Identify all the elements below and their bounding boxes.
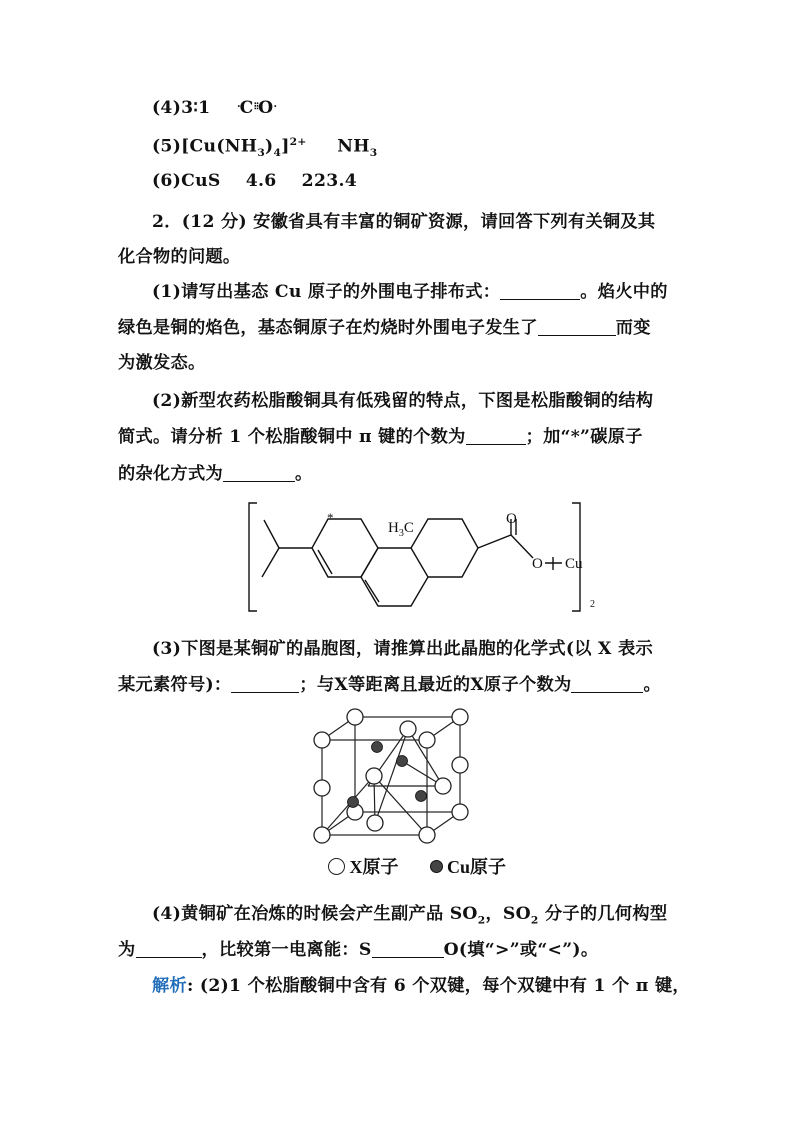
q2-line2: 简式。请分析 1 个松脂酸铜中 π 键的个数为 ；加“*”碳原子 <box>118 427 643 447</box>
q3-line2: 某元素符号)： ；与X等距离且最近的X原子个数为 。 <box>118 675 661 695</box>
bracket-subscript: 2 <box>590 599 595 610</box>
copper-label: Cu <box>565 556 583 572</box>
analysis-label: 解析 <box>152 976 187 996</box>
x-atom <box>366 768 382 784</box>
cu-atom-legend-icon <box>430 860 443 873</box>
q1-line1: (1)请写出基态 Cu 原子的外围电子排布式： 。焰火中的 <box>152 282 668 302</box>
answer-4: (4)3∶1 ·C⁝⁝O· <box>152 98 277 118</box>
x-atom <box>419 732 435 748</box>
x-atom-legend-icon <box>328 858 345 875</box>
q2-line1: (2)新型农药松脂酸铜具有低残留的特点，下图是松脂酸铜的结构 <box>152 391 654 411</box>
answer-blank[interactable] <box>372 940 444 958</box>
x-atom-legend-label: X原子 <box>349 857 399 877</box>
x-atom <box>419 827 435 843</box>
answer-6: (6)CuS 4.6 223.4 <box>152 171 358 191</box>
copper-abietate-structure <box>240 495 610 620</box>
unit-cell-diagram <box>300 705 490 850</box>
q1-line3: 为激发态。 <box>118 353 206 373</box>
cu-atom <box>348 797 359 808</box>
analysis-line: 解析: (2)1 个松脂酸铜中含有 6 个双键，每个双键中有 1 个 π 键， <box>152 976 690 996</box>
q3-line1: (3)下图是某铜矿的晶胞图，请推算出此晶胞的化学式(以 X 表示 <box>152 639 653 659</box>
cu-atom <box>397 756 408 767</box>
answer-blank[interactable] <box>223 464 295 482</box>
answer-5: $(5)[Cu(NH_3)_4]^{2+}$ $NH_3$ <box>152 135 378 160</box>
answer-blank[interactable] <box>136 940 202 958</box>
x-atom <box>314 827 330 843</box>
carbonyl-oxygen: O <box>506 511 517 527</box>
methyl-label: $H_3C$ <box>388 520 414 539</box>
q4-line1: (4)黄铜矿在冶炼的时候会产生副产品 $SO_2$，$SO_2$ 分子的几何构型 <box>152 904 668 927</box>
question-intro-cont: 化合物的问题。 <box>118 247 241 267</box>
cu-atom <box>372 742 383 753</box>
answer-blank[interactable] <box>538 318 616 336</box>
x-atom <box>435 778 451 794</box>
question-intro: 2．(12 分) 安徽省具有丰富的铜矿资源，请回答下列有关铜及其 <box>152 212 656 232</box>
cu-atom <box>416 791 427 802</box>
crystal-legend <box>328 853 506 879</box>
q2-line3: 的杂化方式为 。 <box>118 464 313 484</box>
q4-line2: 为 ，比较第一电离能：S O(填“>”或“<”)。 <box>118 940 599 960</box>
x-atom <box>347 709 363 725</box>
answer-blank[interactable] <box>466 427 526 445</box>
asterisk-mark: * <box>327 510 334 525</box>
x-atom <box>452 804 468 820</box>
x-atom <box>452 709 468 725</box>
cu-atom-legend-label: Cu原子 <box>447 857 507 877</box>
answer-blank[interactable] <box>571 675 643 693</box>
answer-blank[interactable] <box>500 282 580 300</box>
x-atom <box>367 815 383 831</box>
ester-oxygen: O <box>532 556 543 572</box>
answer-blank[interactable] <box>231 675 299 693</box>
x-atom <box>452 757 468 773</box>
x-atom <box>314 732 330 748</box>
x-atom <box>314 780 330 796</box>
left-bracket <box>249 503 257 611</box>
q1-line2: 绿色是铜的焰色，基态铜原子在灼烧时外围电子发生了 而变 <box>118 318 651 338</box>
x-atom <box>400 721 416 737</box>
